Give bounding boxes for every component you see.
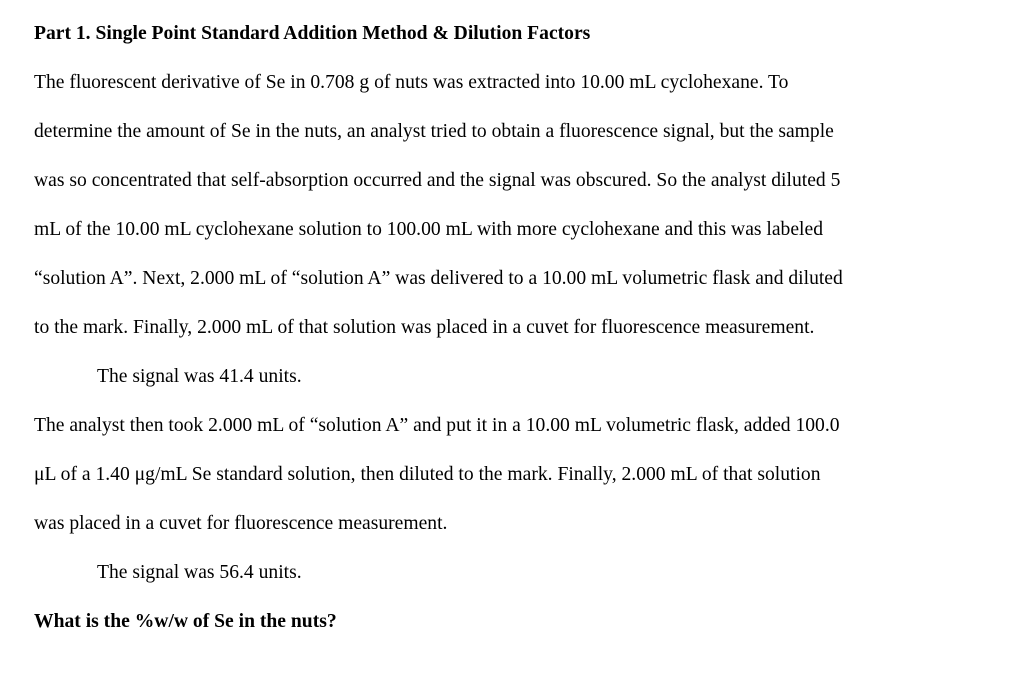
paragraph-2-line-1: The analyst then took 2.000 mL of “solution A” and put it in a 10.00 mL volumetric flask, added 100.0 bbox=[34, 415, 840, 436]
signal-result-1: The signal was 41.4 units. bbox=[97, 366, 302, 387]
section-heading: Part 1. Single Point Standard Addition Method & Dilution Factors bbox=[34, 23, 591, 44]
paragraph-1-line-3: was so concentrated that self-absorption occurred and the signal was obscured. So the analyst diluted 5 bbox=[34, 170, 841, 191]
signal-result-2: The signal was 56.4 units. bbox=[97, 562, 302, 583]
paragraph-1-line-2: determine the amount of Se in the nuts, an analyst tried to obtain a fluorescence signal, but the sample bbox=[34, 121, 834, 142]
question-text: What is the %w/w of Se in the nuts? bbox=[34, 611, 337, 632]
paragraph-2-line-3: was placed in a cuvet for fluorescence measurement. bbox=[34, 513, 448, 534]
paragraph-1-line-6: to the mark. Finally, 2.000 mL of that solution was placed in a cuvet for fluorescence measurement. bbox=[34, 317, 815, 338]
paragraph-1-line-1: The fluorescent derivative of Se in 0.708 g of nuts was extracted into 10.00 mL cyclohexane. To bbox=[34, 72, 789, 93]
paragraph-2-line-2: μL of a 1.40 μg/mL Se standard solution, then diluted to the mark. Finally, 2.000 mL of that solution bbox=[34, 464, 821, 485]
paragraph-1-line-5: “solution A”. Next, 2.000 mL of “solution A” was delivered to a 10.00 mL volumetric flask and diluted bbox=[34, 268, 843, 289]
paragraph-1-line-4: mL of the 10.00 mL cyclohexane solution to 100.00 mL with more cyclohexane and this was labeled bbox=[34, 219, 823, 240]
